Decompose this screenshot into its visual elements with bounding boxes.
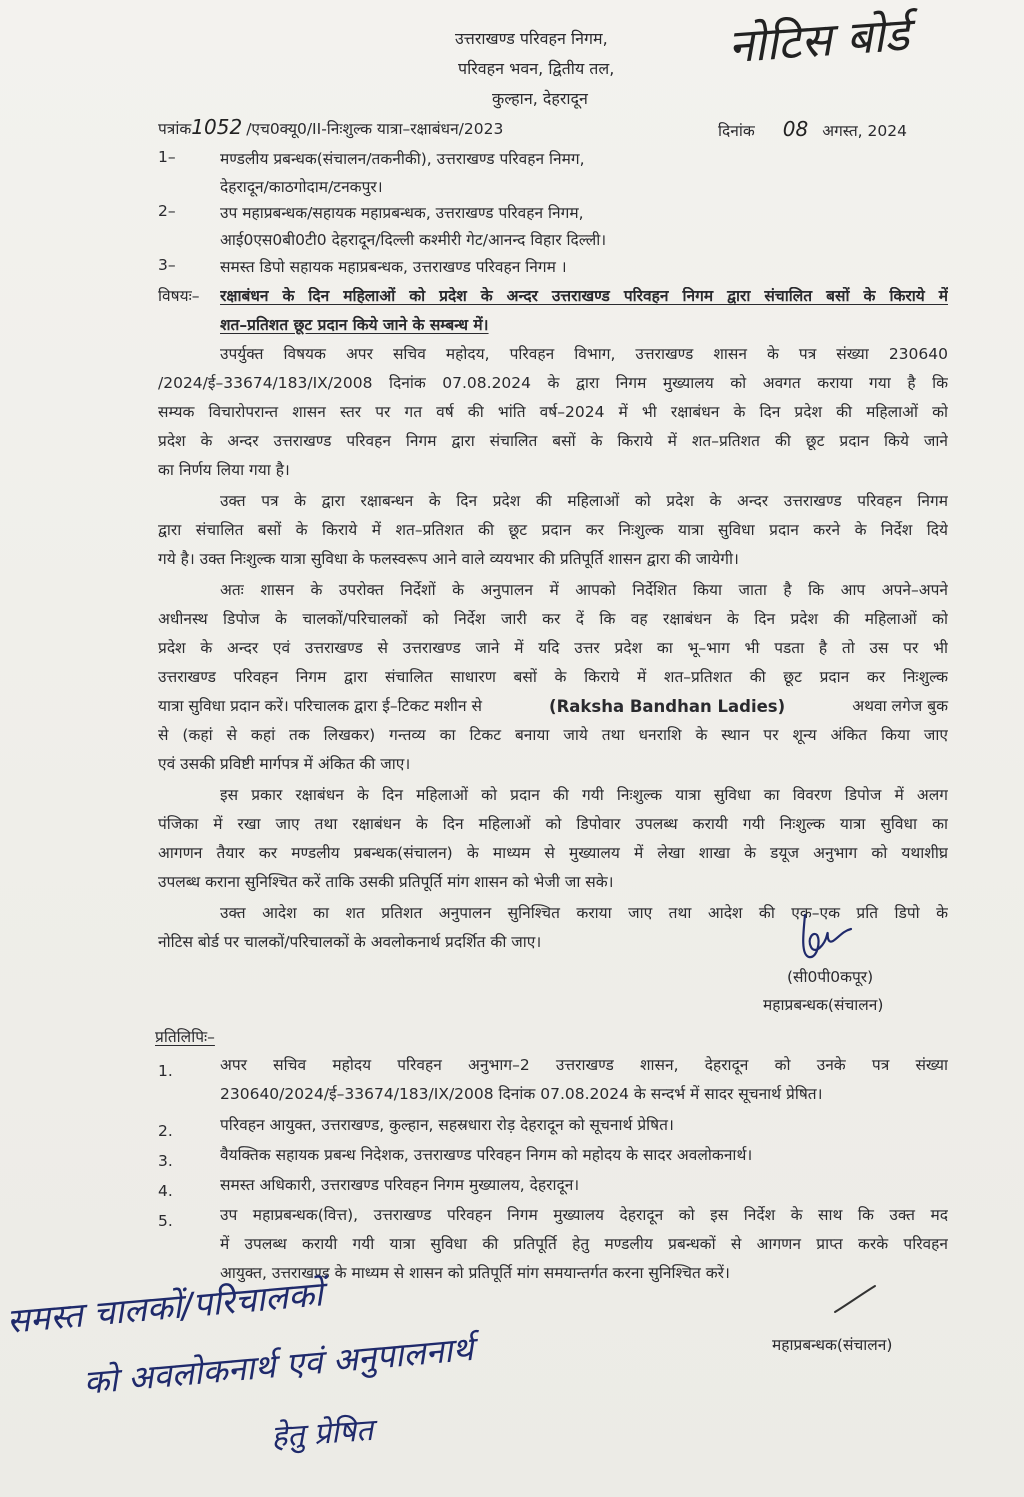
signatory-name: (सी0पी0कपूर) bbox=[787, 968, 874, 986]
para-3-line-5-start: यात्रा सुविधा प्रदान करें। परिचालक द्वारा ई–टिकट मशीन से bbox=[158, 697, 482, 715]
copy-5-number: 5. bbox=[158, 1212, 173, 1230]
copy-5-line-3: आयुक्त, उत्तराखण्ड के माध्यम से शासन को प्रतिपूर्ति मांग समयान्तर्गत करना सुनिश्चित करें। bbox=[220, 1264, 730, 1282]
copy-2-line-1: परिवहन आयुक्त, उत्तराखण्ड, कुल्हान, सहस्रधारा रोड़ देहरादून को सूचनार्थ प्रेषित। bbox=[220, 1116, 674, 1134]
date-rest: अगस्त, 2024 bbox=[822, 122, 907, 140]
recipient-2-line-1: उप महाप्रबन्धक/सहायक महाप्रबन्धक, उत्तराखण्ड परिवहन निगम, bbox=[220, 204, 584, 222]
copy-1-line-1: अपर सचिव महोदय परिवहन अनुभाग–2 उत्तराखण्ड शासन, देहरादून को उनके पत्र संख्या bbox=[220, 1056, 948, 1074]
letter-reference bbox=[158, 115, 504, 139]
copy-5-line-1: उप महाप्रबन्धक(वित्त), उत्तराखण्ड परिवहन निगम मुख्यालय देहरादून को इस निर्देश के साथ कि उक्त मद bbox=[220, 1206, 948, 1224]
para-4-line-4: उपलब्ध कराना सुनिश्चित करें ताकि उसकी प्रतिपूर्ति मांग शासन को भेजी जा सके। bbox=[158, 873, 614, 891]
recipient-1-line-2: देहरादून/काठगोदाम/टनकपुर। bbox=[220, 178, 383, 196]
para-1-line-3: सम्यक विचारोपरान्त शासन स्तर पर गत वर्ष की भांति वर्ष–2024 में भी रक्षाबंधन के दिन प्रदेश की महिलाओं को bbox=[158, 403, 948, 421]
para-1-line-1: उपर्युक्त विषयक अपर सचिव महोदय, परिवहन विभाग, उत्तराखण्ड शासन के पत्र संख्या 230640 bbox=[220, 345, 948, 363]
para-5-line-1: उक्त आदेश का शत प्रतिशत अनुपालन सुनिश्चित कराया जाए तथा आदेश की एक–एक प्रति डिपो के bbox=[220, 904, 948, 922]
copy-4-line-1: समस्त अधिकारी, उत्तराखण्ड परिवहन निगम मुख्यालय, देहरादून। bbox=[220, 1176, 580, 1194]
para-4-line-2: पंजिका में रखा जाए तथा रक्षाबंधन के दिन महिलाओं को डिपोवार उपलब्ध करायी गयी निःशुल्क यात्रा सुविधा का bbox=[158, 815, 948, 833]
org-building: परिवहन भवन, द्वितीय तल, bbox=[458, 59, 615, 78]
recipient-3-line-1: समस्त डिपो सहायक महाप्रबन्धक, उत्तराखण्ड परिवहन निगम । bbox=[220, 258, 567, 276]
recipient-3-number: 3– bbox=[158, 256, 176, 274]
para-3-line-7: एवं उसकी प्रविष्टी मार्गपत्र में अंकित की जाए। bbox=[158, 755, 411, 773]
recipient-1-number: 1– bbox=[158, 148, 176, 166]
recipient-1-line-1: मण्डलीय प्रबन्धक(संचालन/तकनीकी), उत्तराखण्ड परिवहन निमग, bbox=[220, 150, 585, 168]
ref-text: /एच0क्यू0/II-निःशुल्क यात्रा–रक्षाबंधन/2023 bbox=[246, 120, 504, 138]
handwritten-note-line-3: हेतु प्रेषित bbox=[270, 1412, 375, 1455]
ref-number: 1052 bbox=[191, 115, 243, 139]
handwritten-notice-board: नोटिस बोर्ड bbox=[726, 6, 911, 74]
para-2-line-2: द्वारा संचालित बसों के किराये में शत–प्रतिशत की छूट प्रदान कर निःशुल्क यात्रा सुविधा प्रदान करने के निर्देश दिये bbox=[158, 521, 948, 539]
raksha-bandhan-ladies-label: (Raksha Bandhan Ladies) bbox=[549, 697, 786, 716]
para-2-line-1: उक्त पत्र के द्वारा रक्षाबन्धन के दिन प्रदेश की महिलाओं को प्रदेश के अन्दर उत्तराखण्ड परिवहन निगम bbox=[220, 492, 948, 510]
para-3-line-3: प्रदेश के अन्दर एवं उत्तराखण्ड से उत्तराखण्ड जाने में यदि उत्तर प्रदेश का भू–भाग भी पडता है तो उस पर भी bbox=[158, 639, 948, 657]
handwritten-note-line-1: समस्त चालकों/परिचालकों bbox=[5, 1274, 325, 1342]
org-name: उत्तराखण्ड परिवहन निगम, bbox=[455, 29, 608, 48]
para-3-line-2: अधीनस्थ डिपोज के चालकों/परिचालकों को निर्देश जारी कर दें कि वह रक्षाबंधन के दिन प्रदेश की महिलाओं को bbox=[158, 610, 948, 628]
copy-to-heading: प्रतिलिपिः– bbox=[155, 1028, 215, 1046]
subject-label: विषयः– bbox=[158, 287, 200, 305]
para-4-line-1: इस प्रकार रक्षाबंधन के दिन महिलाओं को प्रदान की गयी निःशुल्क यात्रा सुविधा का विवरण डिपोज में अलग bbox=[220, 786, 948, 804]
copy-5-line-2: में उपलब्ध करायी गयी यात्रा सुविधा की प्रतिपूर्ति हेतु मण्डलीय प्रबन्धकों से आगणन प्राप्त करके परिवहन bbox=[220, 1235, 948, 1253]
handwritten-note-line-2: को अवलोकनार्थ एवं अनुपालनार्थ bbox=[82, 1328, 475, 1402]
copy-3-line-1: वैयक्तिक सहायक प्रबन्ध निदेशक, उत्तराखण्ड परिवहन निगम को महोदय के सादर अवलोकनार्थ। bbox=[220, 1146, 753, 1164]
initial-scribble-icon bbox=[830, 1282, 880, 1317]
signature-scribble-icon bbox=[795, 905, 865, 965]
copy-1-number: 1. bbox=[158, 1062, 173, 1080]
para-3-line-4: उत्तराखण्ड परिवहन निगम द्वारा संचालित साधारण बसों के किराये में शत–प्रतिशत की छूट प्रदान कर निःशुल्क bbox=[158, 668, 948, 686]
copy-4-number: 4. bbox=[158, 1182, 173, 1200]
para-3-line-1: अतः शासन के उपरोक्त निर्देशों के अनुपालन में आपको निर्देशित किया जाता है कि आप अपने–अपने bbox=[220, 581, 948, 599]
para-3-line-5-end: अथवा लगेज बुक bbox=[852, 697, 948, 715]
copy-3-number: 3. bbox=[158, 1152, 173, 1170]
para-3-line-5 bbox=[158, 697, 948, 716]
para-1-line-5: का निर्णय लिया गया है। bbox=[158, 461, 290, 479]
subject-line-2: शत–प्रतिशत छूट प्रदान किये जाने के सम्बन्ध में। bbox=[220, 316, 489, 334]
para-1-line-2: /2024/ई–33674/183/IX/2008 दिनांक 07.08.2024 के द्वारा निगम मुख्यालय को अवगत कराया गया है कि bbox=[158, 374, 948, 392]
signatory-designation: महाप्रबन्धक(संचालन) bbox=[763, 996, 884, 1014]
date-label: दिनांक bbox=[718, 122, 755, 140]
date-day: 08 bbox=[782, 117, 809, 141]
para-5-line-2: नोटिस बोर्ड पर चालकों/परिचालकों के अवलोकनार्थ प्रदर्शित की जाए। bbox=[158, 933, 542, 951]
copy-2-number: 2. bbox=[158, 1122, 173, 1140]
para-4-line-3: आगणन तैयार कर मण्डलीय प्रबन्धक(संचालन) के माध्यम से मुख्यालय में लेखा शाखा के डयूज अनुभाग को यथाशीघ्र bbox=[158, 844, 948, 862]
recipient-2-line-2: आई0एस0बी0टी0 देहरादून/दिल्ली कश्मीरी गेट/आनन्द विहार दिल्ली। bbox=[220, 231, 607, 249]
org-location: कुल्हान, देहरादून bbox=[492, 89, 588, 108]
copy-designation: महाप्रबन्धक(संचालन) bbox=[772, 1336, 893, 1354]
ref-prefix: पत्रांक bbox=[158, 120, 192, 138]
copy-1-line-2: 230640/2024/ई–33674/183/IX/2008 दिनांक 07.08.2024 के सन्दर्भ में सादर सूचनार्थ प्रेषित। bbox=[220, 1085, 823, 1103]
para-1-line-4: प्रदेश के अन्दर उत्तराखण्ड परिवहन निगम द्वारा संचालित बसों के किराये में शत–प्रतिशत की छूट प्रदान किये जाने bbox=[158, 432, 948, 450]
recipient-2-number: 2– bbox=[158, 202, 176, 220]
letter-date bbox=[718, 117, 907, 141]
subject-line-1: रक्षाबंधन के दिन महिलाओं को प्रदेश के अन्दर उत्तराखण्ड परिवहन निगम द्वारा संचालित बसों के किराये में bbox=[220, 287, 948, 305]
para-3-line-6: से (कहां से कहां तक लिखकर) गन्तव्य का टिकट बनाया जाये तथा धनराशि के स्थान पर शून्य अंकित किया जाए bbox=[158, 726, 948, 744]
para-2-line-3: गये है। उक्त निःशुल्क यात्रा सुविधा के फलस्वरूप आने वाले व्ययभार की प्रतिपूर्ति शासन द्वारा की जायेगी। bbox=[158, 550, 739, 568]
